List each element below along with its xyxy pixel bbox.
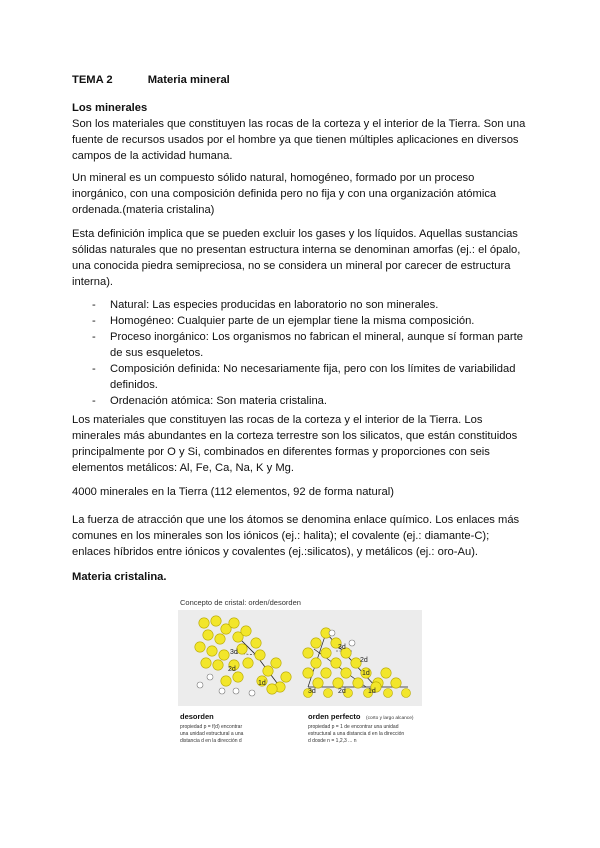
- atom: [349, 640, 355, 646]
- paragraph-3: Esta definición implica que se pueden excluir los gases y los líquidos. Aquellas sustancias sólidas naturales que no presentan estructura interna se denominan amorfas (ej.: el ópalo, una conocida piedra semipreciosa, no se considera un mineral por carecer de estructura interna).: [72, 228, 521, 288]
- paragraph-5: 4000 minerales en la Tierra (112 elementos, 92 de forma natural): [72, 486, 394, 498]
- atom: [384, 689, 393, 698]
- label-2d-left: 2d: [228, 666, 236, 673]
- atom: [219, 650, 229, 660]
- atom: [219, 688, 225, 694]
- caption-right-line: estructural a una distancia d en la dirección: [308, 731, 405, 737]
- label-1d-right-bottom: 1d: [368, 688, 376, 695]
- caption-left-line: propiedad p = f(d) encontrar: [180, 724, 243, 730]
- atom: [229, 618, 239, 628]
- atom: [303, 668, 313, 678]
- crystal-order-figure: [176, 593, 424, 756]
- atom: [311, 638, 321, 648]
- atom: [267, 684, 277, 694]
- atom: [255, 650, 265, 660]
- atom: [333, 678, 343, 688]
- atom: [233, 688, 239, 694]
- atom: [391, 678, 401, 688]
- paragraph-6: La fuerza de atracción que une los átomos se denomina enlace químico. Los enlaces más comunes en los minerales son los iónicos (ej.: halita); el covalente (ej.: diamante-C); enlaces híbridos entre iónicos y covalentes (ej.:silicatos), y metálicos (ej.: oro-Au).: [72, 514, 520, 558]
- list-item: - Composición definida: No necesariamente fija, pero con los límites de variabilidad definidos.: [72, 361, 530, 393]
- paragraph-2-block: [72, 170, 530, 218]
- list-item: - Homogéneo: Cualquier parte de un ejemplar tiene la misma composición.: [72, 313, 530, 329]
- page-title: Materia mineral: [147, 74, 230, 86]
- atom: [263, 666, 273, 676]
- label-3d-left: 3d: [230, 649, 238, 656]
- paragraph-3-block: [72, 226, 530, 290]
- section-heading: Materia cristalina.: [72, 571, 167, 583]
- atom: [313, 678, 323, 688]
- atom: [243, 658, 253, 668]
- caption-right-line: d dosde n = 1,2,3 ... n: [308, 738, 357, 744]
- atom: [213, 660, 223, 670]
- atom: [271, 658, 281, 668]
- atom: [197, 682, 203, 688]
- atom: [249, 690, 255, 696]
- paragraph-4-block: [72, 412, 530, 476]
- atom: [195, 642, 205, 652]
- paragraph-4: Los materiales que constituyen las rocas de la corteza y el interior de la Tierra. Los minerales más abundantes en la corteza terrestre son los silicatos, que están constituidos principalmente por O y Si, combinados en diferentes formas y proporciones con seis elementos metálicos: Al, Fe, Ca, Na, K y Mg.: [72, 414, 518, 474]
- atom: [233, 672, 243, 682]
- atom: [311, 658, 321, 668]
- section-materia-cristalina: [72, 569, 530, 585]
- atom: [321, 648, 331, 658]
- label-1d-right-mid: 1d: [362, 670, 370, 677]
- list-item: - Proceso inorgánico: Los organismos no fabrican el mineral, aunque sí forman parte de sus esqueletos.: [72, 329, 530, 361]
- caption-left-line: una unidad estructural a una: [180, 731, 244, 737]
- properties-list: [72, 297, 530, 409]
- atom: [221, 676, 231, 686]
- list-item: - Natural: Las especies producidas en laboratorio no son minerales.: [72, 297, 530, 313]
- label-2d-right-bottom: 2d: [338, 688, 346, 695]
- label-3d-right-bottom: 3d: [308, 688, 316, 695]
- paragraph-5-block: [72, 484, 530, 500]
- atom: [199, 618, 209, 628]
- caption-left-line: distancia d en la dirección d: [180, 738, 242, 744]
- label-2d-right-mid: 2d: [360, 657, 368, 664]
- list-item: - Ordenación atómica: Son materia cristalina.: [72, 393, 530, 409]
- atom: [381, 668, 391, 678]
- atom: [353, 678, 363, 688]
- paragraph-2: Un mineral es un compuesto sólido natural, homogéneo, formado por un proceso inorgánico, con una composición definida pero no fija y con una organización atómica ordenada.(materia cristalina): [72, 172, 497, 216]
- atom: [331, 658, 341, 668]
- atom: [329, 630, 335, 636]
- atom: [203, 630, 213, 640]
- atom: [251, 638, 261, 648]
- label-1d-left: 1d: [258, 680, 266, 687]
- document-title-row: [72, 72, 230, 88]
- atom: [281, 672, 291, 682]
- properties-list-block: [72, 297, 530, 409]
- caption-right-line: propiedad p = 1 de encontrar una unidad: [308, 724, 399, 730]
- atom: [402, 689, 411, 698]
- caption-right-note: (corto y largo alcance): [366, 716, 414, 721]
- atom: [324, 689, 333, 698]
- caption-left-title: desorden: [180, 712, 214, 721]
- atom: [237, 644, 247, 654]
- tema-label: TEMA 2: [72, 74, 113, 86]
- atom: [207, 674, 213, 680]
- crystal-diagram: [176, 593, 424, 756]
- caption-right-title: orden perfecto: [308, 712, 361, 721]
- label-3d-right-top: 3d: [338, 644, 346, 651]
- atom: [201, 658, 211, 668]
- atom: [207, 646, 217, 656]
- atom: [303, 648, 313, 658]
- paragraph-6-block: [72, 512, 530, 560]
- atom: [241, 626, 251, 636]
- atom: [321, 668, 331, 678]
- paragraph-1: Son los materiales que constituyen las rocas de la corteza y el interior de la Tierra. Son una fuente de recursos usados por el hombre ya que tienen múltiples aplicaciones en diversos campos de la actividad humana.: [72, 118, 526, 162]
- atom: [215, 634, 225, 644]
- figure-title: Concepto de cristal: orden/desorden: [180, 598, 301, 607]
- section-heading: Los minerales: [72, 102, 148, 114]
- section-los-minerales: [72, 100, 530, 164]
- atom: [211, 616, 221, 626]
- atom: [341, 668, 351, 678]
